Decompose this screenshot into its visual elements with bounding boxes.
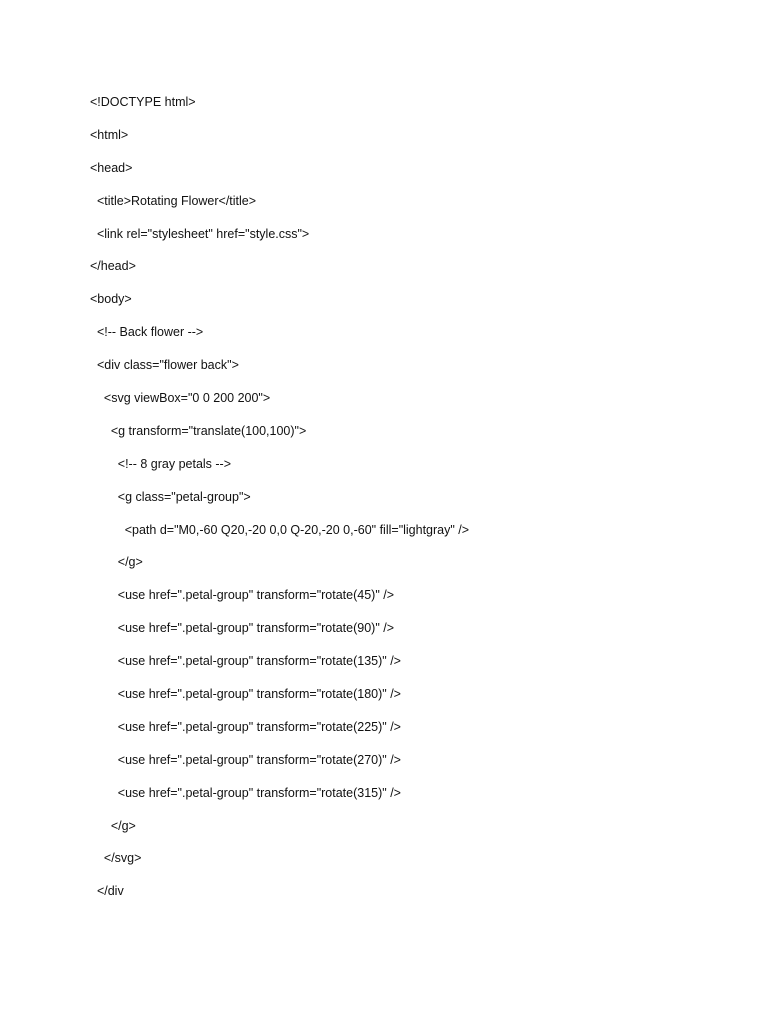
code-line: </g> bbox=[90, 818, 136, 833]
code-line: <body> bbox=[90, 292, 132, 307]
code-line: <div class="flower back"> bbox=[90, 358, 239, 373]
code-line: <use href=".petal-group" transform="rotate(90)" /> bbox=[90, 621, 395, 636]
code-line: <link rel="stylesheet" href="style.css"> bbox=[90, 226, 310, 241]
code-line: </div bbox=[90, 884, 124, 899]
code-line: <g class="petal-group"> bbox=[90, 489, 251, 504]
code-line: <g transform="translate(100,100)"> bbox=[90, 423, 307, 438]
code-line: </svg> bbox=[90, 851, 142, 866]
code-line: <use href=".petal-group" transform="rotate(180)" /> bbox=[90, 687, 401, 702]
code-line: <use href=".petal-group" transform="rotate(315)" /> bbox=[90, 785, 401, 800]
code-line: <title>Rotating Flower</title> bbox=[90, 193, 257, 208]
code-line: <path d="M0,-60 Q20,-20 0,0 Q-20,-20 0,-60" fill="lightgray" /> bbox=[90, 522, 470, 537]
code-line: <use href=".petal-group" transform="rotate(135)" /> bbox=[90, 654, 401, 669]
code-line: <!-- 8 gray petals --> bbox=[90, 456, 232, 471]
code-line: </head> bbox=[90, 259, 136, 274]
code-line: <!DOCTYPE html> bbox=[90, 95, 196, 109]
code-line: <use href=".petal-group" transform="rotate(225)" /> bbox=[90, 719, 401, 734]
code-text-block bbox=[90, 92, 730, 914]
code-line: <html> bbox=[90, 127, 129, 142]
code-line: <!-- Back flower --> bbox=[90, 325, 204, 340]
code-line: <svg viewBox="0 0 200 200"> bbox=[90, 391, 271, 406]
code-line: </g> bbox=[90, 555, 143, 570]
code-line: <head> bbox=[90, 160, 133, 175]
code-line: <use href=".petal-group" transform="rotate(270)" /> bbox=[90, 752, 401, 767]
code-line: <use href=".petal-group" transform="rotate(45)" /> bbox=[90, 588, 395, 603]
